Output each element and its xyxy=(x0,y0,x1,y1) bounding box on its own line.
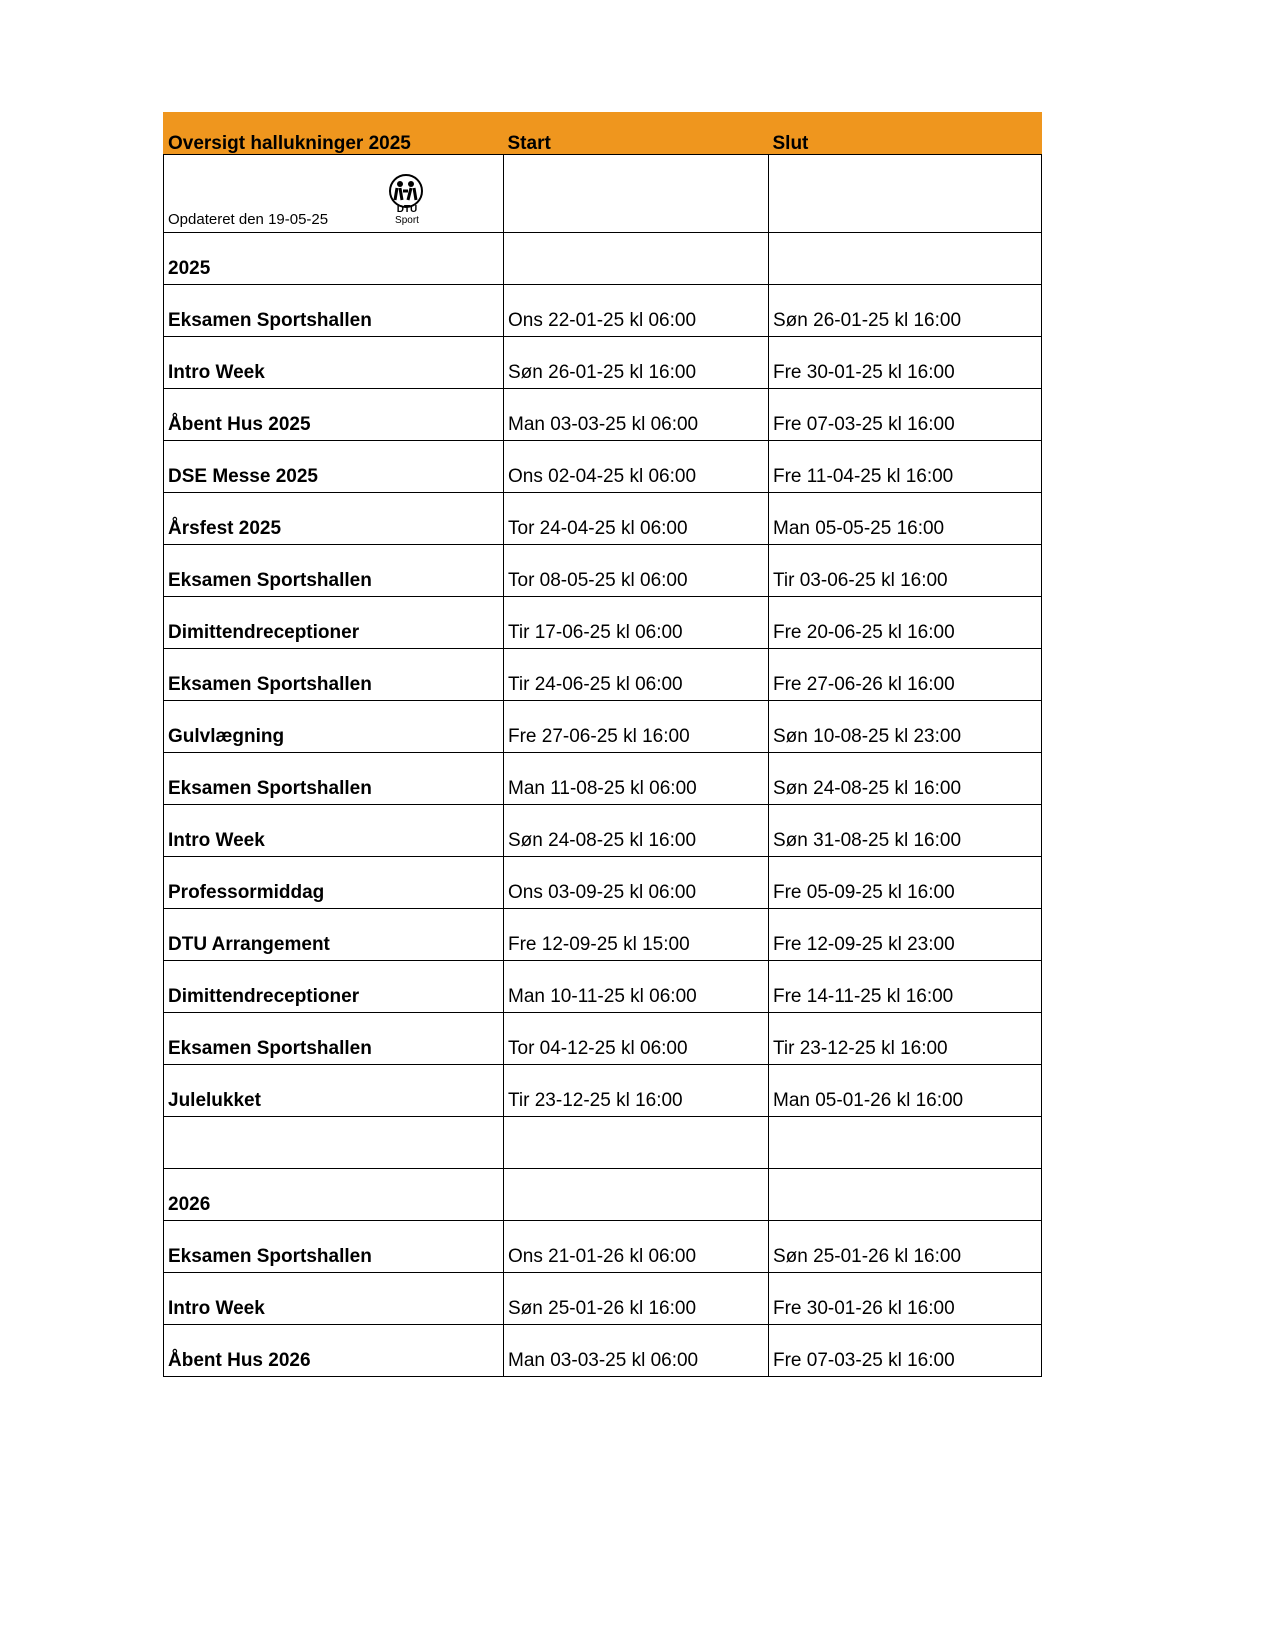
event-name: Gulvlægning xyxy=(164,701,504,753)
event-end: Søn 26-01-25 kl 16:00 xyxy=(769,285,1042,337)
table-row xyxy=(164,493,1042,545)
event-start: Fre 12-09-25 kl 15:00 xyxy=(504,909,769,961)
spacer-cell xyxy=(504,1117,769,1169)
event-name: DSE Messe 2025 xyxy=(164,441,504,493)
event-end: Fre 14-11-25 kl 16:00 xyxy=(769,961,1042,1013)
event-end: Fre 11-04-25 kl 16:00 xyxy=(769,441,1042,493)
year-blank-start xyxy=(504,233,769,285)
event-start: Man 03-03-25 kl 06:00 xyxy=(504,389,769,441)
event-name: Åbent Hus 2025 xyxy=(164,389,504,441)
updated-blank-end xyxy=(769,155,1042,233)
column-header-end: Slut xyxy=(769,112,1042,155)
event-end: Man 05-05-25 16:00 xyxy=(769,493,1042,545)
year-label: 2026 xyxy=(164,1169,504,1221)
event-end: Fre 07-03-25 kl 16:00 xyxy=(769,1325,1042,1377)
spacer-cell xyxy=(769,1117,1042,1169)
event-name: Professormiddag xyxy=(164,857,504,909)
table-row xyxy=(164,701,1042,753)
spacer-row xyxy=(164,1117,1042,1169)
event-start: Søn 26-01-25 kl 16:00 xyxy=(504,337,769,389)
event-start: Søn 25-01-26 kl 16:00 xyxy=(504,1273,769,1325)
event-name: Eksamen Sportshallen xyxy=(164,1221,504,1273)
table-row xyxy=(164,545,1042,597)
table-row xyxy=(164,597,1042,649)
event-name: Eksamen Sportshallen xyxy=(164,1013,504,1065)
event-end: Tir 03-06-25 kl 16:00 xyxy=(769,545,1042,597)
year-blank-end xyxy=(769,1169,1042,1221)
table-row xyxy=(164,441,1042,493)
event-name: Dimittendreceptioner xyxy=(164,597,504,649)
table-row xyxy=(164,389,1042,441)
updated-row xyxy=(164,155,1042,233)
table-row xyxy=(164,285,1042,337)
table-row xyxy=(164,649,1042,701)
event-start: Man 10-11-25 kl 06:00 xyxy=(504,961,769,1013)
event-end: Fre 05-09-25 kl 16:00 xyxy=(769,857,1042,909)
event-name: Åbent Hus 2026 xyxy=(164,1325,504,1377)
event-start: Tor 08-05-25 kl 06:00 xyxy=(504,545,769,597)
event-name: Intro Week xyxy=(164,805,504,857)
event-end: Man 05-01-26 kl 16:00 xyxy=(769,1065,1042,1117)
table-row xyxy=(164,1065,1042,1117)
table-row xyxy=(164,857,1042,909)
updated-cell xyxy=(164,155,504,233)
event-name: Årsfest 2025 xyxy=(164,493,504,545)
updated-date: Opdateret den 19-05-25 xyxy=(168,211,329,228)
year-blank-start xyxy=(504,1169,769,1221)
event-name: Intro Week xyxy=(164,337,504,389)
logo-text-sport: Sport xyxy=(395,215,419,226)
column-header-start: Start xyxy=(504,112,769,155)
table-row xyxy=(164,1273,1042,1325)
event-start: Man 11-08-25 kl 06:00 xyxy=(504,753,769,805)
table-row xyxy=(164,337,1042,389)
event-end: Fre 20-06-25 kl 16:00 xyxy=(769,597,1042,649)
logo-text-dtu: DTU xyxy=(396,204,418,215)
event-name: Eksamen Sportshallen xyxy=(164,753,504,805)
event-start: Tor 24-04-25 kl 06:00 xyxy=(504,493,769,545)
event-start: Ons 02-04-25 kl 06:00 xyxy=(504,441,769,493)
event-name: Eksamen Sportshallen xyxy=(164,285,504,337)
year-row xyxy=(164,1169,1042,1221)
event-name: Julelukket xyxy=(164,1065,504,1117)
event-end: Søn 31-08-25 kl 16:00 xyxy=(769,805,1042,857)
header-row xyxy=(164,112,1042,155)
event-start: Ons 21-01-26 kl 06:00 xyxy=(504,1221,769,1273)
spacer-cell xyxy=(164,1117,504,1169)
year-blank-end xyxy=(769,233,1042,285)
event-name: Eksamen Sportshallen xyxy=(164,545,504,597)
event-end: Fre 30-01-25 kl 16:00 xyxy=(769,337,1042,389)
table-title: Oversigt hallukninger 2025 xyxy=(164,112,504,155)
event-start: Tor 04-12-25 kl 06:00 xyxy=(504,1013,769,1065)
event-name: Dimittendreceptioner xyxy=(164,961,504,1013)
event-name: DTU Arrangement xyxy=(164,909,504,961)
event-end: Fre 12-09-25 kl 23:00 xyxy=(769,909,1042,961)
event-end: Søn 25-01-26 kl 16:00 xyxy=(769,1221,1042,1273)
table-row xyxy=(164,1221,1042,1273)
dtu-sport-logo xyxy=(386,173,430,227)
table-row xyxy=(164,1325,1042,1377)
table-row xyxy=(164,961,1042,1013)
event-start: Tir 17-06-25 kl 06:00 xyxy=(504,597,769,649)
table-row xyxy=(164,909,1042,961)
event-start: Søn 24-08-25 kl 16:00 xyxy=(504,805,769,857)
table-row xyxy=(164,805,1042,857)
event-end: Fre 07-03-25 kl 16:00 xyxy=(769,389,1042,441)
event-end: Tir 23-12-25 kl 16:00 xyxy=(769,1013,1042,1065)
event-start: Tir 23-12-25 kl 16:00 xyxy=(504,1065,769,1117)
event-start: Fre 27-06-25 kl 16:00 xyxy=(504,701,769,753)
year-row xyxy=(164,233,1042,285)
closure-table xyxy=(163,112,1042,1377)
updated-blank-start xyxy=(504,155,769,233)
event-end: Søn 24-08-25 kl 16:00 xyxy=(769,753,1042,805)
event-name: Intro Week xyxy=(164,1273,504,1325)
event-start: Ons 03-09-25 kl 06:00 xyxy=(504,857,769,909)
event-end: Fre 27-06-26 kl 16:00 xyxy=(769,649,1042,701)
schedule-sheet xyxy=(163,112,1041,1377)
event-start: Ons 22-01-25 kl 06:00 xyxy=(504,285,769,337)
event-end: Fre 30-01-26 kl 16:00 xyxy=(769,1273,1042,1325)
event-end: Søn 10-08-25 kl 23:00 xyxy=(769,701,1042,753)
table-row xyxy=(164,753,1042,805)
event-start: Man 03-03-25 kl 06:00 xyxy=(504,1325,769,1377)
event-name: Eksamen Sportshallen xyxy=(164,649,504,701)
year-label: 2025 xyxy=(164,233,504,285)
event-start: Tir 24-06-25 kl 06:00 xyxy=(504,649,769,701)
table-row xyxy=(164,1013,1042,1065)
